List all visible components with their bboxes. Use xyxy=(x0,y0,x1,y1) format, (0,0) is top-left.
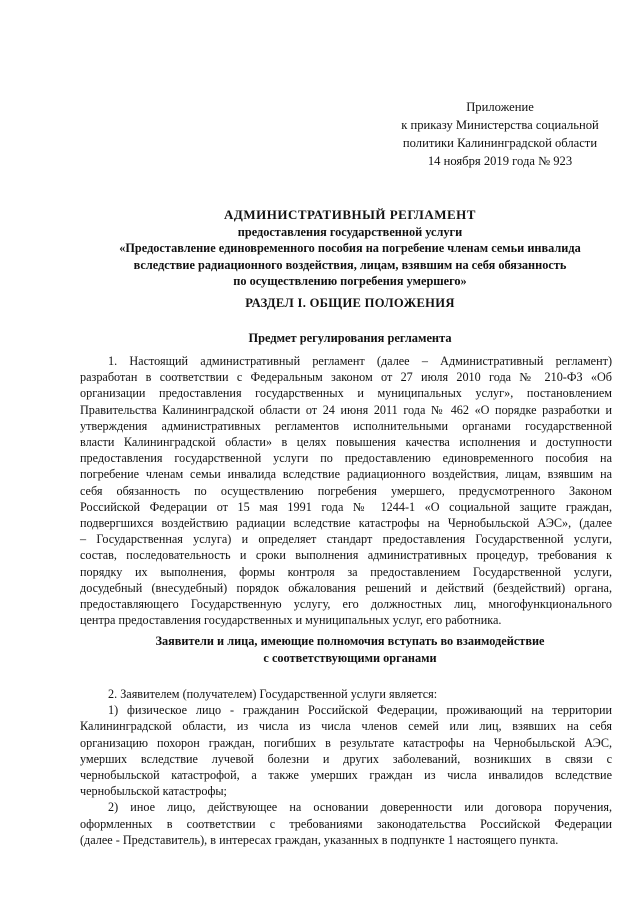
text-line: 2. Заявителем (получателем) Государственной услуги является: xyxy=(108,687,438,701)
text-line: предоставляющего Государственную услугу, его должностных лиц, многофункционального xyxy=(80,597,612,612)
text-line: 1. Настоящий административный регламент (далее – Административный регламент) xyxy=(108,354,612,368)
text-line: оформленных в соответствии с требованиями законодательства Российской Федерации xyxy=(80,816,612,831)
text-line: организации предоставления государственных и муниципальных услуг», постановлением xyxy=(80,386,612,401)
title-line: по осуществлению погребения умершего» xyxy=(233,274,467,288)
title-line: вследствие радиационного воздействия, лицам, взявшим на себя обязанность xyxy=(133,257,567,272)
text-line: 2) иное лицо, действующее на основании доверенности или договора поручения, xyxy=(108,800,612,815)
section-subheading: Предмет регулирования регламента xyxy=(248,331,452,345)
text-line: умерших вследствие лучевой болезни и других заболеваний, возникших в связи с xyxy=(80,751,612,766)
appendix-line: к приказу Министерства социальной xyxy=(401,118,599,132)
text-line: порядку их выполнения, формы контроля за предоставлением Государственной услуги, xyxy=(80,564,612,579)
text-line: досудебный (внесудебный) порядок обжалования решений и действий (бездействий) органа, xyxy=(80,580,612,595)
title-line: АДМИНИСТРАТИВНЫЙ РЕГЛАМЕНТ xyxy=(224,207,476,222)
text-line: состав, последовательность и сроки выполнения административных процедур, требования к xyxy=(80,548,612,563)
appendix-line: 14 ноября 2019 года № 923 xyxy=(427,154,573,168)
text-line: власти Калининградской области» в целях повышения качества исполнения и доступности xyxy=(80,435,612,450)
text-line: Правительства Калининградской области от 24 июня 2011 года № 462 «О порядке разработки и xyxy=(80,402,612,417)
section-heading: РАЗДЕЛ I. ОБЩИЕ ПОЛОЖЕНИЯ xyxy=(245,296,455,310)
text-line: центра предоставления государственных и муниципальных услуг, его работника. xyxy=(80,613,502,628)
title-line: «Предоставление единовременного пособия на погребение членам семьи инвалида xyxy=(119,241,581,255)
appendix-line: политики Калининградской области xyxy=(402,136,598,150)
subheading-line: с соответствующими органами xyxy=(263,650,437,665)
text-line: разработан в соответствии с Федеральным законом от 27 июля 2010 года № 210-ФЗ «Об xyxy=(80,370,612,385)
text-line: утверждения административных регламентов исполнительными органами государственной xyxy=(80,418,612,433)
subheading-line: Заявители и лица, имеющие полномочия вступать во взаимодействие xyxy=(155,634,545,648)
text-line: – Государственная услуга) и определяет стандарт предоставления Государственной услуги, xyxy=(80,532,612,547)
text-line: (далее - Представитель), в интересах граждан, указанных в подпункте 1 настоящего пункта. xyxy=(80,832,559,847)
text-line: чернобыльской катастрофы; xyxy=(80,784,227,799)
paragraph-2 xyxy=(80,686,612,848)
text-line: организацию похорон граждан, погибших в результате катастрофы на Чернобыльской АЭС, xyxy=(80,735,612,750)
text-line: погребение членам семьи инвалида вследствие радиационного воздействия, лицам, взявшим на xyxy=(80,467,612,482)
appendix-line: Приложение xyxy=(466,100,534,114)
text-line: 1) физическое лицо - гражданин Российской Федерации, проживающий на территории xyxy=(108,703,612,718)
text-line: чернобыльской катастрофой, а также умерших граждан из числа инвалидов вследствие xyxy=(80,768,612,783)
text-line: предоставления государственной услуги по предоставлению единовременного пособия на xyxy=(80,451,612,466)
text-line: Калининградской области, из числа из числа членов семей или лиц, взявших на себя xyxy=(80,719,612,734)
section-subheading-2 xyxy=(60,633,640,666)
title-line: предоставления государственной услуги xyxy=(237,224,463,239)
text-line: себя обязанность по осуществлению погребения умершего, предусмотренного Законом xyxy=(80,483,612,498)
appendix-header xyxy=(380,98,620,170)
text-line: Российской Федерации от 15 мая 1991 года № 1244-1 «О социальной защите граждан, xyxy=(80,499,612,514)
paragraph-1 xyxy=(80,353,612,628)
document-title xyxy=(60,207,640,290)
text-line: подвергшихся воздействию радиации вследствие катастрофы на Чернобыльской АЭС», (далее xyxy=(80,516,612,531)
